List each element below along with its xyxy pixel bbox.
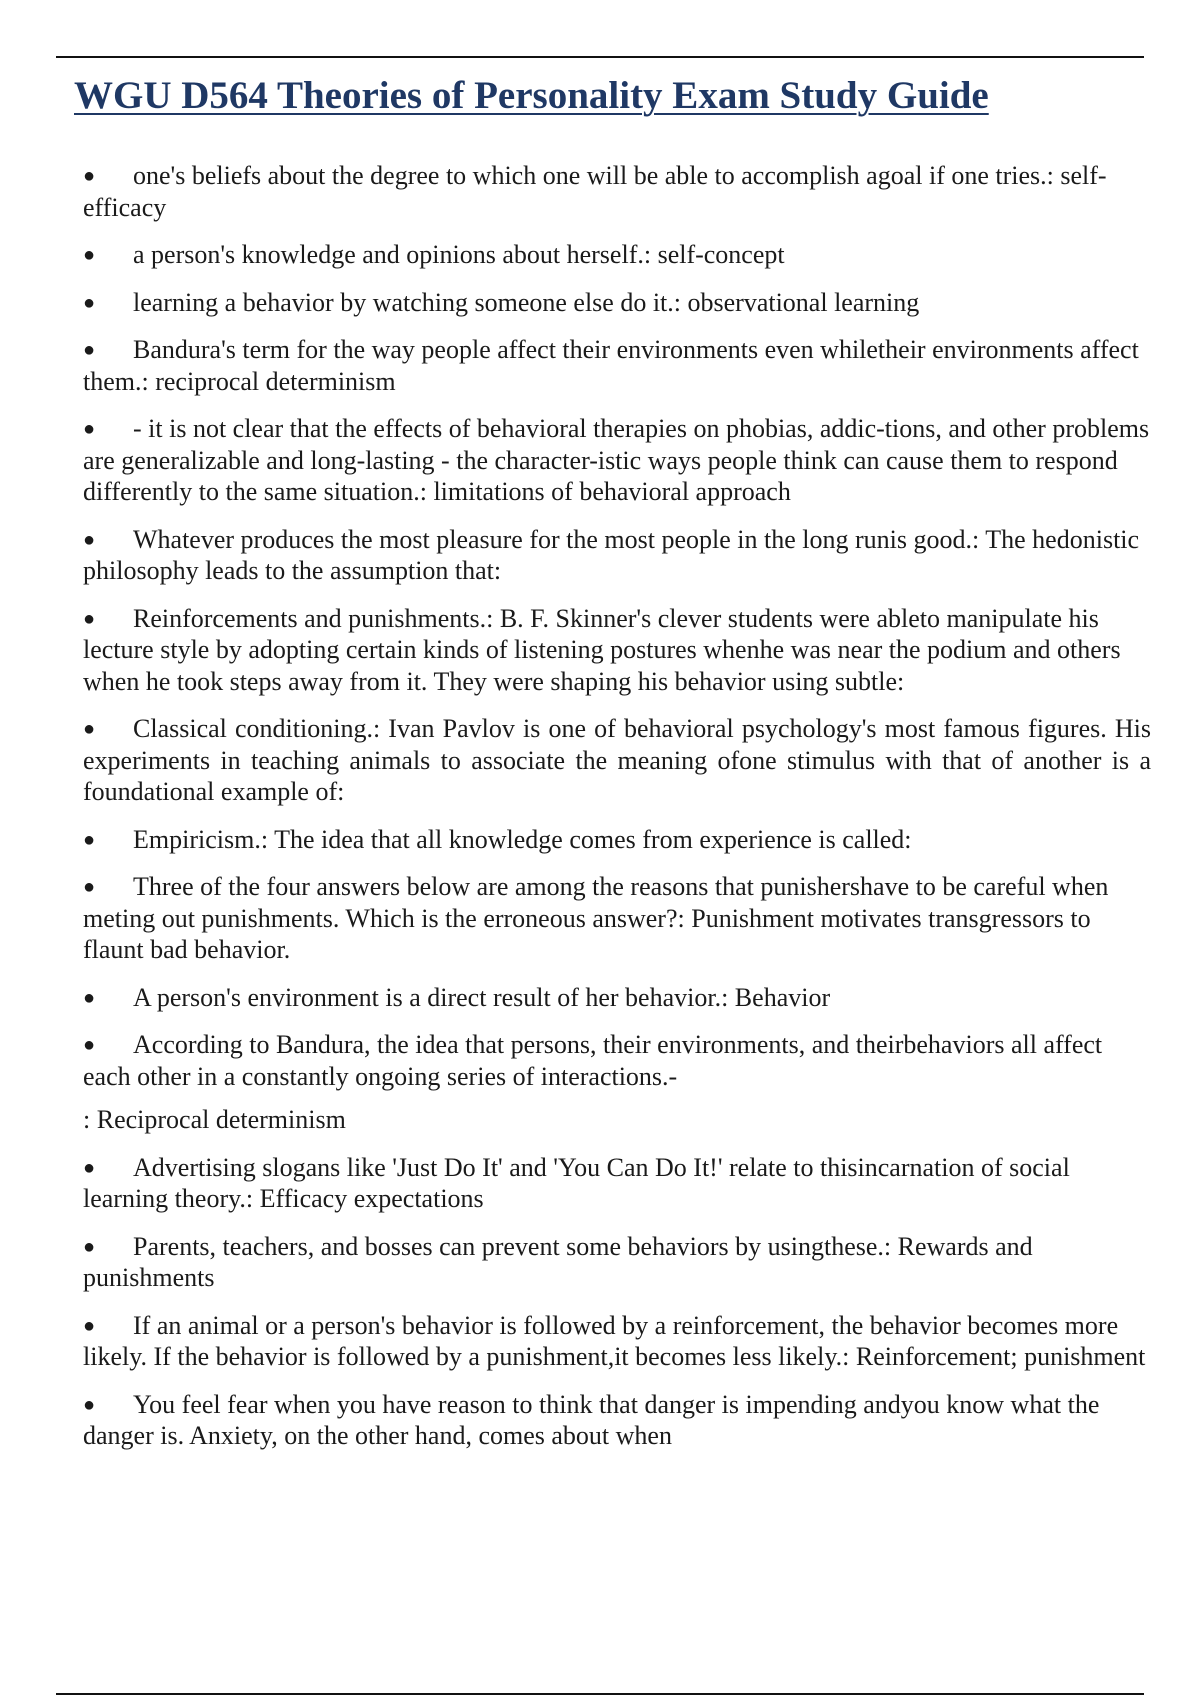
bullet-icon: ● xyxy=(83,986,96,1009)
list-item-text: Parents, teachers, and bosses can prevent some behaviors by usingthese.: Rewards and punishments xyxy=(83,1231,1033,1292)
list-item-text: Whatever produces the most pleasure for the most people in the long runis good.: The hedonistic philosophy leads to the assumption that: xyxy=(83,524,1140,585)
list-item xyxy=(83,713,1151,808)
list-item xyxy=(83,160,1151,223)
bullet-icon: ● xyxy=(83,291,96,314)
list-item xyxy=(83,1152,1151,1215)
list-item-text: one's beliefs about the degree to which one will be able to accomplish agoal if one tries.: self-efficacy xyxy=(83,161,1107,222)
list-item xyxy=(83,1310,1151,1373)
bullet-icon: ● xyxy=(83,1235,96,1258)
list-item xyxy=(83,524,1151,587)
page-title: WGU D564 Theories of Personality Exam Study Guide xyxy=(74,74,989,117)
list-item xyxy=(83,603,1151,698)
continuation-line: : Reciprocal determinism xyxy=(83,1105,346,1134)
list-item-text: A person's environment is a direct result of her behavior.: Behavior xyxy=(133,982,831,1012)
list-item xyxy=(83,287,1151,319)
bullet-icon: ● xyxy=(83,244,96,266)
list-item-text: Advertising slogans like 'Just Do It' and 'You Can Do It!' relate to thisincarnation of social learning theory.: Efficacy expectations xyxy=(83,1152,1070,1213)
bullet-icon: ● xyxy=(83,828,96,851)
list-item-text: - it is not clear that the effects of behavioral therapies on phobias, addic-tions, and other problems are generalizable and long-lasting - the character-istic ways people think can cause them to respond differently to the same situation.: limitations of behavioral approach xyxy=(83,414,1150,506)
bullet-icon: ● xyxy=(83,1393,96,1416)
bullet-icon: ● xyxy=(83,718,96,740)
list-item-text: learning a behavior by watching someone else do it.: observational learning xyxy=(133,287,920,317)
list-item-text: If an animal or a person's behavior is followed by a reinforcement, the behavior becomes more likely. If the behavior is followed by a punishment,it becomes less likely.: Reinforcement; punishment xyxy=(83,1310,1146,1371)
list-item-text: You feel fear when you have reason to think that danger is impending andyou know what the danger is. Anxiety, on the other hand, comes about when xyxy=(83,1389,1100,1450)
list-item xyxy=(83,824,1151,856)
study-guide-content xyxy=(83,160,1151,1468)
bullet-icon: ● xyxy=(83,418,96,440)
bullet-icon: ● xyxy=(83,876,96,898)
bottom-rule xyxy=(56,1693,1144,1695)
bullet-icon: ● xyxy=(83,528,96,551)
list-item-text: Classical conditioning.: Ivan Pavlov is one of behavioral psychology's most famous figures. His experiments in teaching animals to associate the meaning ofone stimulus with that of another is a foundational example of: xyxy=(83,714,1151,806)
list-item xyxy=(83,239,1151,271)
list-item-text: Reinforcements and punishments.: B. F. Skinner's clever students were ableto manipulate his lecture style by adopting certain kinds of listening postures whenhe was near the podium and others when he took steps away from it. They were shaping his behavior using subtle: xyxy=(83,603,1121,696)
list-item xyxy=(83,334,1151,397)
list-item xyxy=(83,982,1151,1014)
list-item-text: Empiricism.: The idea that all knowledge comes from experience is called: xyxy=(133,824,912,854)
bullet-icon: ● xyxy=(83,165,96,187)
list-item-text: a person's knowledge and opinions about herself.: self-concept xyxy=(133,240,785,269)
top-rule xyxy=(56,56,1144,58)
list-item xyxy=(83,1389,1151,1452)
bullet-icon: ● xyxy=(83,1034,96,1056)
bullet-icon: ● xyxy=(83,1156,96,1179)
list-item-text: According to Bandura, the idea that persons, their environments, and theirbehaviors all affect each other in a constantly ongoing series of interactions.- xyxy=(83,1030,1103,1091)
bullet-icon: ● xyxy=(83,607,96,630)
list-item-text: Bandura's term for the way people affect their environments even whiletheir environments affect them.: reciprocal determinism xyxy=(83,335,1139,396)
list-item xyxy=(83,413,1151,508)
list-item-text: Three of the four answers below are among the reasons that punishershave to be careful when meting out punishments. Which is the erroneous answer?: Punishment motivates transgressors to flaunt bad behavior. xyxy=(83,872,1109,964)
list-item xyxy=(83,1231,1151,1294)
bullet-icon: ● xyxy=(83,1314,96,1337)
bullet-icon: ● xyxy=(83,339,96,361)
list-item xyxy=(83,1029,1151,1092)
list-item xyxy=(83,871,1151,966)
